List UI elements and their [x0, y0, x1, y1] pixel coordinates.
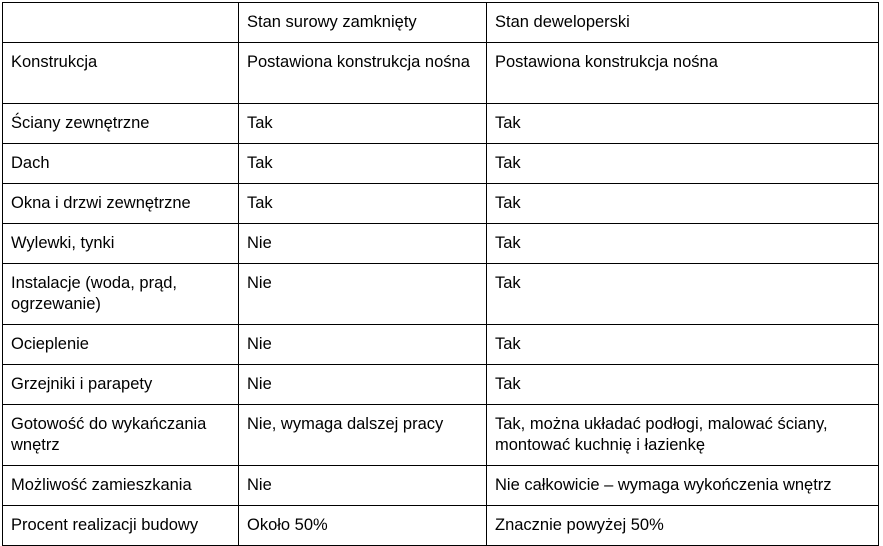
- row-label-cell: Ocieplenie: [3, 325, 239, 365]
- stan-deweloperski-cell: Tak: [487, 325, 879, 365]
- row-label-cell: Gotowość do wykańczania wnętrz: [3, 405, 239, 466]
- stan-deweloperski-cell: Tak: [487, 144, 879, 184]
- stan-surowy-cell: Około 50%: [239, 506, 487, 546]
- table-row: [3, 466, 879, 506]
- stan-surowy-cell: Nie: [239, 325, 487, 365]
- stan-deweloperski-cell: Tak, można układać podłogi, malować ściany, montować kuchnię i łazienkę: [487, 405, 879, 466]
- stan-surowy-cell: Tak: [239, 104, 487, 144]
- row-label-cell: Ściany zewnętrzne: [3, 104, 239, 144]
- table-row: [3, 184, 879, 224]
- stan-surowy-cell: Tak: [239, 184, 487, 224]
- table-row: [3, 365, 879, 405]
- header-cell-empty: [3, 3, 239, 43]
- table-row: [3, 325, 879, 365]
- comparison-table: [2, 2, 879, 546]
- stan-surowy-cell: Postawiona konstrukcja nośna: [239, 43, 487, 104]
- row-label-cell: Możliwość zamieszkania: [3, 466, 239, 506]
- table-row: [3, 104, 879, 144]
- stan-deweloperski-cell: Nie całkowicie – wymaga wykończenia wnętrz: [487, 466, 879, 506]
- table-row: [3, 405, 879, 466]
- header-cell-stan-surowy: Stan surowy zamknięty: [239, 3, 487, 43]
- table-row: [3, 224, 879, 264]
- table-row: [3, 506, 879, 546]
- stan-deweloperski-cell: Tak: [487, 184, 879, 224]
- row-label-cell: Instalacje (woda, prąd, ogrzewanie): [3, 264, 239, 325]
- stan-deweloperski-cell: Znacznie powyżej 50%: [487, 506, 879, 546]
- row-label-cell: Okna i drzwi zewnętrzne: [3, 184, 239, 224]
- table-header-row: [3, 3, 879, 43]
- row-label-cell: Grzejniki i parapety: [3, 365, 239, 405]
- stan-surowy-cell: Nie: [239, 224, 487, 264]
- table-row: [3, 264, 879, 325]
- row-label-cell: Procent realizacji budowy: [3, 506, 239, 546]
- row-label-cell: Wylewki, tynki: [3, 224, 239, 264]
- stan-surowy-cell: Tak: [239, 144, 487, 184]
- stan-deweloperski-cell: Tak: [487, 224, 879, 264]
- stan-deweloperski-cell: Postawiona konstrukcja nośna: [487, 43, 879, 104]
- stan-deweloperski-cell: Tak: [487, 365, 879, 405]
- header-cell-stan-deweloperski: Stan deweloperski: [487, 3, 879, 43]
- table-row: [3, 43, 879, 104]
- stan-deweloperski-cell: Tak: [487, 264, 879, 325]
- stan-surowy-cell: Nie, wymaga dalszej pracy: [239, 405, 487, 466]
- stan-surowy-cell: Nie: [239, 365, 487, 405]
- row-label-cell: Konstrukcja: [3, 43, 239, 104]
- stan-deweloperski-cell: Tak: [487, 104, 879, 144]
- stan-surowy-cell: Nie: [239, 466, 487, 506]
- row-label-cell: Dach: [3, 144, 239, 184]
- table-row: [3, 144, 879, 184]
- stan-surowy-cell: Nie: [239, 264, 487, 325]
